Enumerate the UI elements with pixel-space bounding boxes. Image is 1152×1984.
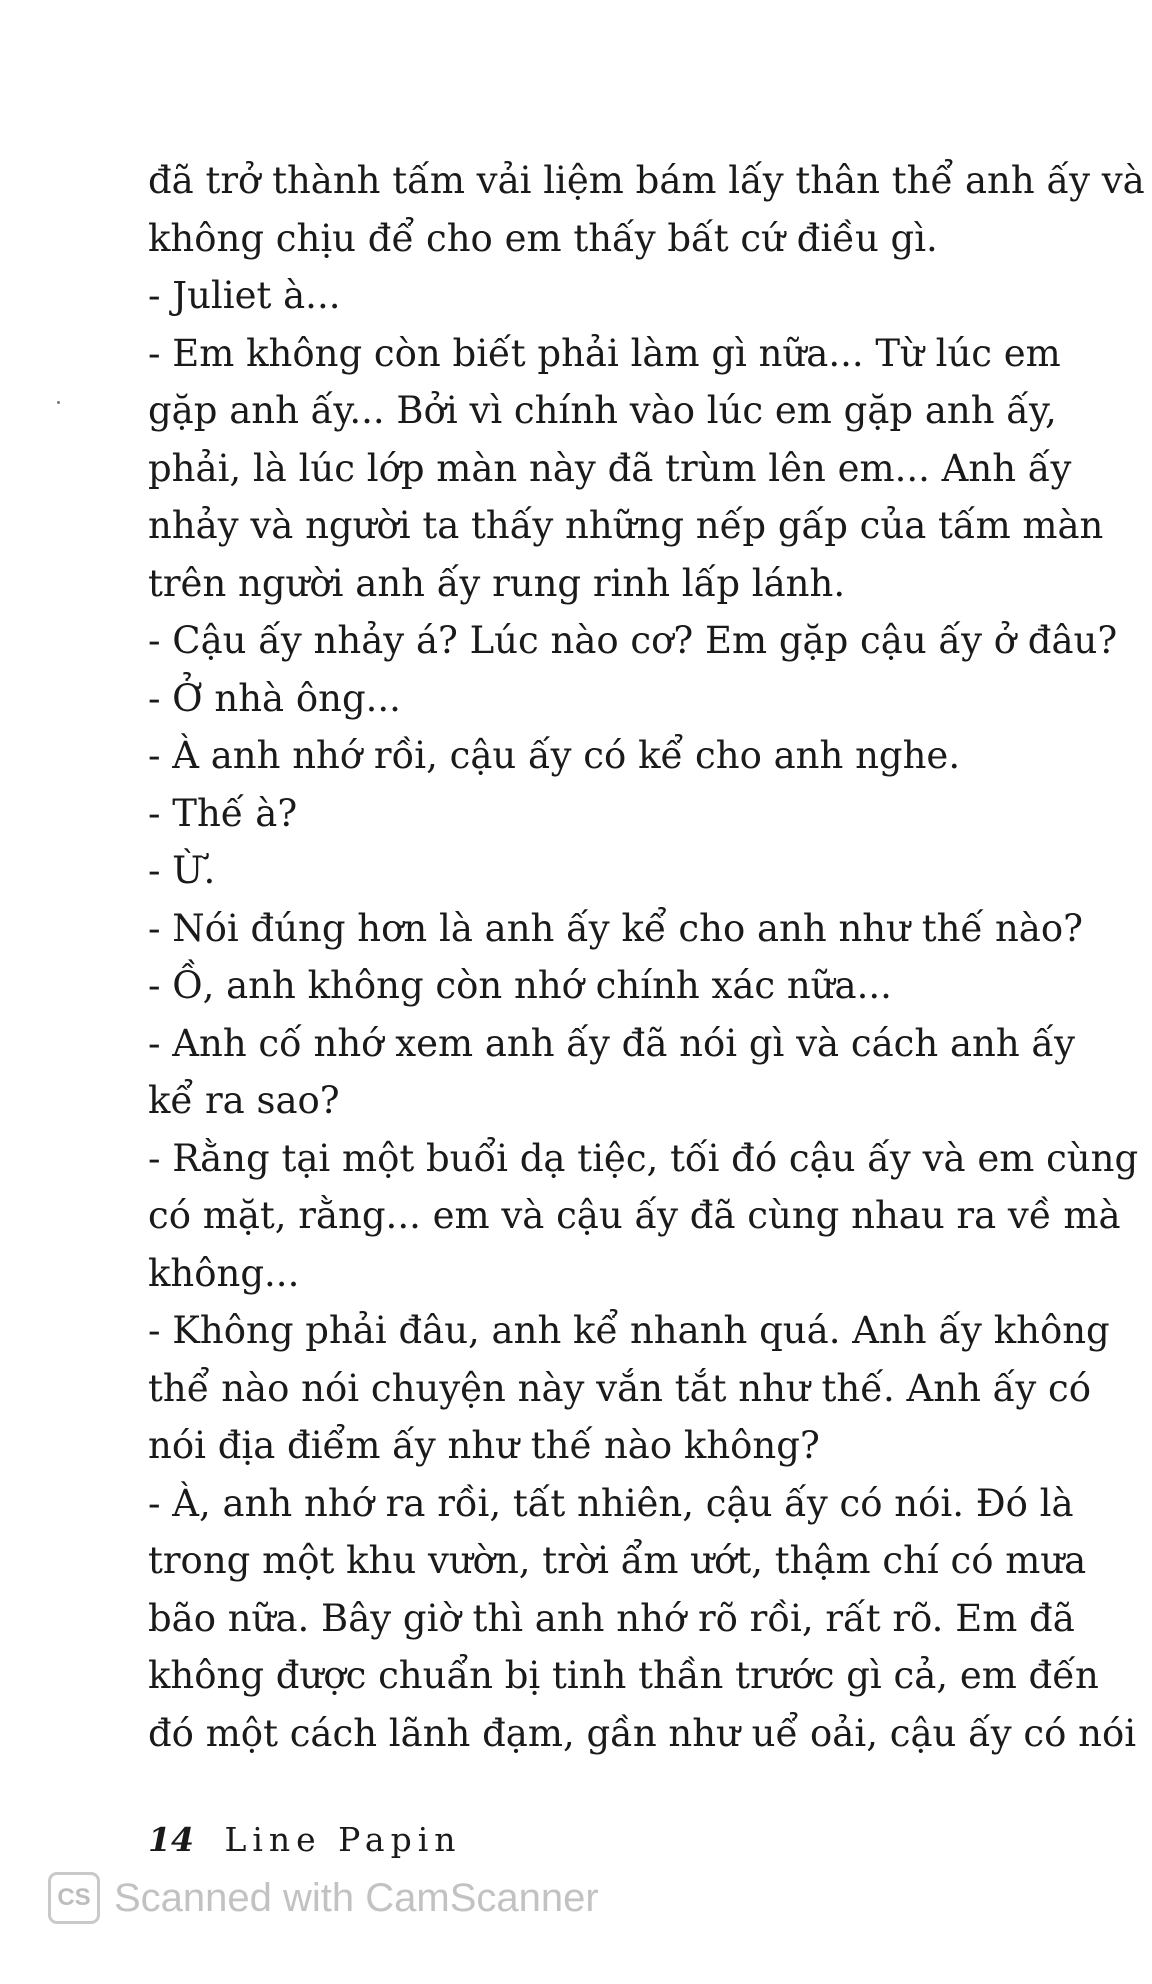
text-line: gặp anh ấy... Bởi vì chính vào lúc em gặp anh ấy, — [148, 389, 1057, 432]
page-footer — [148, 1820, 462, 1859]
author-name: Line Papin — [224, 1820, 462, 1859]
text-line: thể nào nói chuyện này vắn tắt như thế. Anh ấy có — [148, 1366, 1091, 1410]
text-line: không... — [148, 1251, 300, 1295]
text-line: - Ừ. — [148, 849, 216, 892]
text-line: không chịu để cho em thấy bất cứ điều gì. — [148, 216, 938, 260]
text-line: kể ra sao? — [148, 1079, 340, 1122]
text-line: phải, là lúc lớp màn này đã trùm lên em... Anh ấy — [148, 446, 1072, 490]
text-line: - À anh nhớ rồi, cậu ấy có kể cho anh nghe. — [148, 734, 961, 777]
camscanner-text: Scanned with CamScanner — [114, 1875, 599, 1920]
page-body-text — [148, 152, 1145, 1762]
text-line: nói địa điểm ấy như thế nào không? — [148, 1424, 820, 1467]
text-line: - Nói đúng hơn là anh ấy kể cho anh như thế nào? — [148, 906, 1083, 950]
text-line: bão nữa. Bây giờ thì anh nhớ rõ rồi, rất rõ. Em đã — [148, 1596, 1075, 1640]
camscanner-watermark — [48, 1872, 599, 1924]
text-line: đó một cách lãnh đạm, gần như uể oải, cậu ấy có nói — [148, 1711, 1137, 1755]
text-line: có mặt, rằng... em và cậu ấy đã cùng nhau ra về mà — [148, 1194, 1121, 1237]
text-line: trong một khu vườn, trời ẩm ướt, thậm chí có mưa — [148, 1539, 1087, 1582]
scan-speck — [57, 401, 60, 404]
text-line: trên người anh ấy rung rinh lấp lánh. — [148, 561, 846, 605]
text-line: - Anh cố nhớ xem anh ấy đã nói gì và cách anh ấy — [148, 1021, 1076, 1065]
text-line: - Không phải đâu, anh kể nhanh quá. Anh ấy không — [148, 1309, 1110, 1352]
text-line: đã trở thành tấm vải liệm bám lấy thân thể anh ấy và — [148, 159, 1145, 202]
text-line: - Rằng tại một buổi dạ tiệc, tối đó cậu ấy và em cùng — [148, 1136, 1139, 1180]
text-line: không được chuẩn bị tinh thần trước gì cả, em đến — [148, 1654, 1099, 1697]
text-line: - Thế à? — [148, 791, 298, 835]
text-line: - Em không còn biết phải làm gì nữa... Từ lúc em — [148, 331, 1061, 375]
text-line: - Cậu ấy nhảy á? Lúc nào cơ? Em gặp cậu ấy ở đâu? — [148, 619, 1118, 662]
text-line: - Ở nhà ông... — [148, 676, 401, 720]
text-line: - Juliet à... — [148, 274, 341, 317]
text-line: nhảy và người ta thấy những nếp gấp của tấm màn — [148, 504, 1104, 547]
text-line: - À, anh nhớ ra rồi, tất nhiên, cậu ấy có nói. Đó là — [148, 1481, 1074, 1525]
text-line: - Ồ, anh không còn nhớ chính xác nữa... — [148, 964, 892, 1007]
page-number: 14 — [148, 1820, 194, 1859]
camscanner-logo-icon: CS — [48, 1872, 100, 1924]
